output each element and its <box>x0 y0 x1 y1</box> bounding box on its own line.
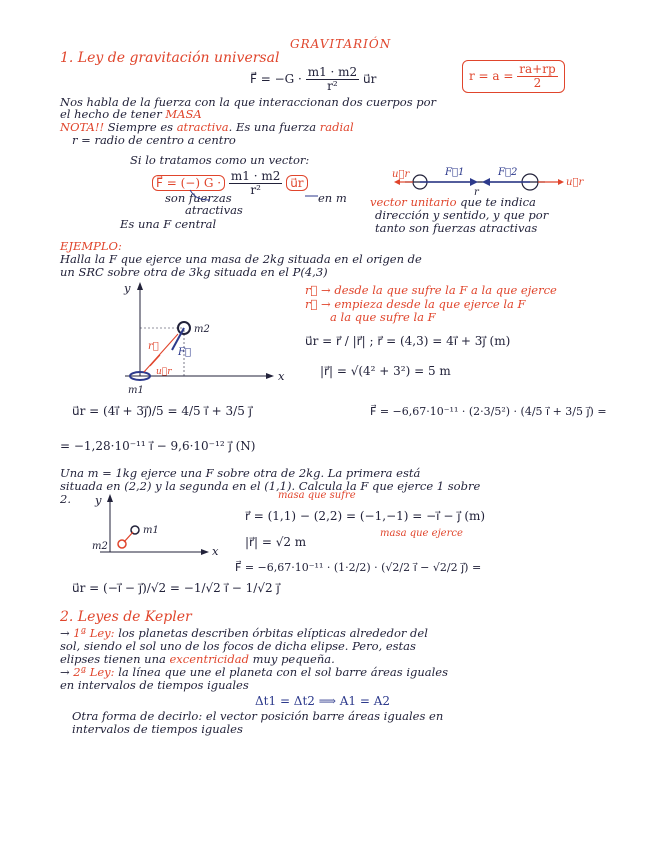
description-line-2a: el hecho de tener <box>60 107 166 121</box>
vector-formula-f: F⃗ = (−) G · <box>152 175 225 191</box>
nota-label: NOTA!! <box>60 120 105 134</box>
vector-formula-num: m1 · m2 <box>230 169 281 183</box>
unit-vector-line-3: tanto son fuerzas atractivas <box>375 221 538 235</box>
ex1-graph-f-label: F⃗ <box>178 347 191 358</box>
example1-f-calc: F⃗ = −6,67·10⁻¹¹ · (2·3/5²) · (4/5 i⃗ + 3/5 j⃗) = <box>370 405 607 418</box>
son-fuerzas-arrow <box>190 190 210 200</box>
example2-mod-r: |r⃗| = √2 m <box>245 535 307 549</box>
masa-sufre-label: masa que sufre <box>278 490 356 501</box>
ex1-ur-vector <box>150 355 160 366</box>
masa-highlight: MASA <box>165 107 202 121</box>
law1-line-2: sol, siendo el sol uno de los focos de dicha elipse. Pero, estas <box>60 639 416 653</box>
nota-radial: radial <box>319 120 354 134</box>
law2-line-2: en intervalos de tiempos iguales <box>60 678 249 692</box>
nota-text-1: Siempre es <box>104 120 177 134</box>
example2-line-2: situada en (2,2) y la segunda en el (1,1). Calcula la F que ejerce 1 sobre <box>60 479 481 493</box>
nota-line-2: r = radio de centro a centro <box>72 133 236 147</box>
ex1-graph-r-label: r⃗ <box>148 341 159 352</box>
law1-text-3a: elipses tienen una <box>60 652 170 666</box>
ex2-r-vector <box>124 532 133 542</box>
other-form-line-1: Otra forma de decirlo: el vector posición barre áreas iguales en <box>72 709 444 723</box>
section1-heading: 1. Ley de gravitación universal <box>60 50 280 66</box>
main-formula-den: r² <box>327 79 338 93</box>
example1-note-3: a la que sufre la F <box>330 310 436 324</box>
ex1-x-arrowhead <box>266 373 274 379</box>
example-label: EJEMPLO: <box>60 239 122 253</box>
nota-attr: atractiva <box>176 120 229 134</box>
example1-result: = −1,28·10⁻¹¹ i⃗ − 9,6·10⁻¹² j⃗ (N) <box>60 439 256 453</box>
example1-ur-calc: u⃗r = (4i⃗ + 3j⃗)/5 = 4/5 i⃗ + 3/5 j⃗ <box>72 404 252 418</box>
law1-text-1: los planetas describen órbitas elípticas alrededor del <box>114 626 428 640</box>
example2-line-3: 2. <box>60 492 71 506</box>
main-formula-num: m1 · m2 <box>307 65 358 79</box>
example1-ur-def: u⃗r = r⃗ / |r⃗| ; r⃗ = (4,3) = 4i⃗ + 3j⃗ (m) <box>305 334 511 348</box>
masa-ejerce-label: masa que ejerce <box>380 528 463 539</box>
law2-formula: Δt1 = Δt2 ⟹ A1 = A2 <box>255 694 391 708</box>
example2-ur-calc: u⃗r = (−i⃗ − j⃗)/√2 = −1/√2 i⃗ − 1/√2 j⃗ <box>72 581 280 595</box>
ex2-graph-m1-label: m1 <box>143 525 159 536</box>
example2-r-vector: r⃗ = (1,1) − (2,2) = (−1,−1) = −i⃗ − j⃗ (m) <box>245 509 486 523</box>
law2-text-1: la línea que une el planeta con el sol barre áreas iguales <box>114 665 449 679</box>
law1-label: 1ª Ley: <box>73 626 115 640</box>
atractivas: atractivas <box>185 203 243 217</box>
vector-formula-den: r² <box>250 183 261 197</box>
main-formula-f: F⃗ = −G · <box>250 72 302 86</box>
example2-line-1: Una m = 1kg ejerce una F sobre otra de 2kg. La primera está <box>60 466 421 480</box>
ex1-y-arrowhead <box>137 282 143 290</box>
main-formula-ur: u⃗r <box>363 72 377 86</box>
diagram-r-label: r <box>474 187 479 198</box>
vector-formula-ur: u⃗r <box>286 175 307 191</box>
f1-arrowhead <box>470 178 478 186</box>
vector-intro: Si lo tratamos como un vector: <box>130 153 310 167</box>
law2-label: 2ª Ley: <box>73 665 115 679</box>
ex2-graph-m2-label: m2 <box>92 541 108 552</box>
ex1-graph-x-label: x <box>278 369 285 383</box>
son-fuerzas: son fuerzas <box>165 191 232 205</box>
other-form-line-2: intervalos de tiempos iguales <box>72 722 243 736</box>
example2-f-calc: F⃗ = −6,67·10⁻¹¹ · (1·2/2) · (√2/2 i⃗ − √2/2 j⃗) = <box>235 561 482 574</box>
diagram-ur-left-label: u⃗r <box>392 169 410 180</box>
law1-arrow: → <box>60 626 74 640</box>
law2-arrow: → <box>60 665 74 679</box>
law1-excentricidad: excentricidad <box>169 652 249 666</box>
law1-text-3b: muy pequeña. <box>248 652 335 666</box>
nota-text-2: . Es una fuerza <box>228 120 320 134</box>
section2-heading: 2. Leyes de Kepler <box>60 609 192 625</box>
ex1-graph-ur-label: u⃗r <box>156 367 172 377</box>
ex2-x-arrowhead <box>201 549 209 555</box>
unit-vector-line-2: dirección y sentido, y que por <box>375 208 549 222</box>
ex2-graph-x-label: x <box>212 544 219 558</box>
fuerza-central: Es una F central <box>120 217 217 231</box>
page-title: GRAVITARIÓN <box>290 37 392 51</box>
unit-vector-text-1: que te indica <box>456 195 536 209</box>
example1-line-2: un SRC sobre otra de 3kg situada en el P(4,3) <box>60 265 328 279</box>
ex1-graph-m1-label: m1 <box>128 385 144 396</box>
example1-mod-r: |r⃗| = √(4² + 3²) = 5 m <box>320 364 451 378</box>
ex2-graph-y-label: y <box>95 493 102 507</box>
radius-den: 2 <box>533 76 542 90</box>
example1-note-1: r⃗ → desde la que sufre la F a la que ejerce <box>305 283 557 297</box>
example1-line-1: Halla la F que ejerce una masa de 2kg situada en el origen de <box>60 252 422 266</box>
ur-right-arrowhead <box>558 179 564 185</box>
radius-num: ra+rp <box>519 62 556 76</box>
diagram-ur-right-label: u⃗r <box>566 177 584 188</box>
unit-vector-label: vector unitario <box>370 195 457 209</box>
radius-lhs: r = a = <box>469 69 514 83</box>
ex1-graph-m2-label: m2 <box>194 324 210 335</box>
en-m: en m <box>318 191 347 205</box>
example1-note-2: r⃗ → empieza desde la que ejerce la F <box>305 297 526 311</box>
ex1-graph-y-label: y <box>124 281 131 295</box>
diagram-f2-label: F⃗2 <box>498 167 518 178</box>
ex2-y-arrowhead <box>107 494 113 502</box>
diagram-f1-label: F⃗1 <box>445 167 465 178</box>
f2-arrowhead <box>482 178 490 186</box>
description-line-1: Nos habla de la fuerza con la que interaccionan dos cuerpos por <box>60 95 437 109</box>
